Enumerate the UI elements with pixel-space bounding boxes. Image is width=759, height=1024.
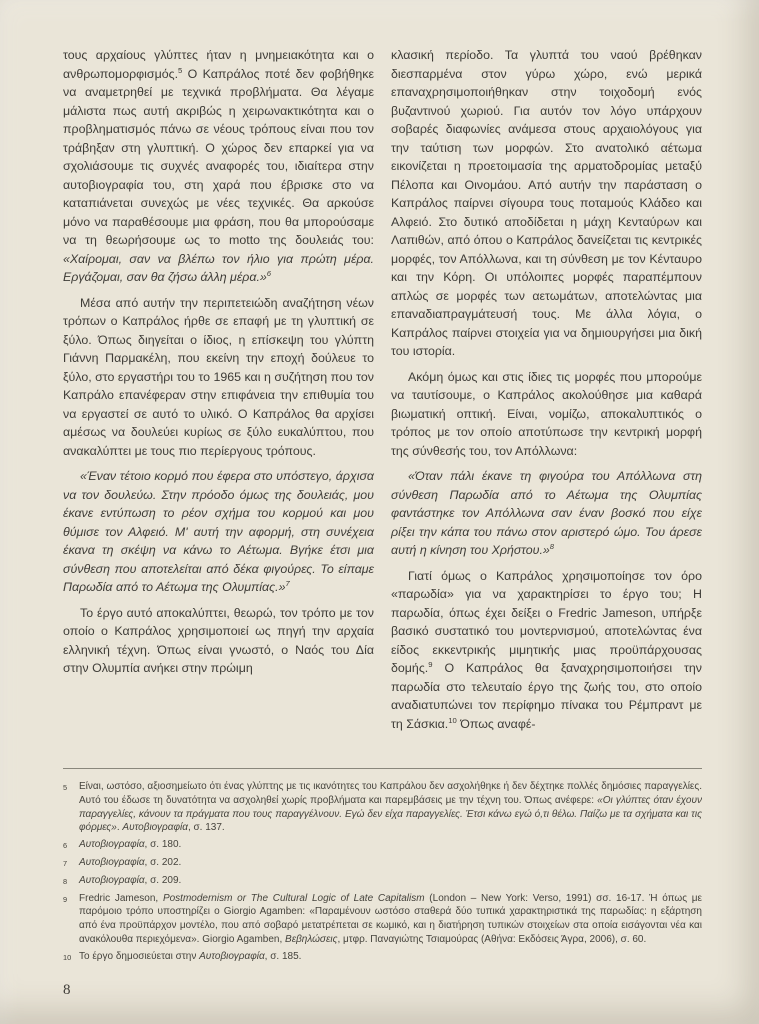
footnote-number: 8 (63, 876, 68, 886)
text-run: Είναι, ωστόσο, αξιοσημείωτο ότι ένας γλύπτης με τις ικανότητες του Καπράλου δεν ασχολήθηκε ή δεν δέχτηκε πολλές δημόσιες παραγγελίες. Αυτό του έδωσε τη δυνατότητα να ασχοληθεί χωρίς προβλήματα και παρεμβάσεις με την τέχνη του. Όπως ανέφερε: (79, 781, 702, 806)
paragraph (63, 294, 374, 461)
footnote-item (63, 874, 702, 889)
page-number: 8 (63, 982, 71, 998)
footnote-text (79, 838, 702, 853)
right-column (391, 46, 702, 758)
text-run: , σ. 209. (144, 874, 182, 886)
footnote-text (79, 892, 702, 947)
footnote-text (79, 780, 702, 835)
text-run: κλασική περίοδο. Τα γλυπτά του ναού βρέθηκαν διεσπαρμένα στον γύρω χώρο, ενώ μερικά επαναχρησιμοποιήθηκαν στην τοιχοδομή ενός βυζαντινού χωριού. Για αυτόν τον λόγο υπάρχουν σοβαρές διαφωνίες ανάμεσα στους αρχαιολόγους για την ταύτιση των μορφών. Στο ανατολικό αέτωμα εικονίζεται η προετοιμασία της αρματοδρομίας μεταξύ Πέλοπα και Οινομάου. Από αυτήν την παράσταση ο Καπράλος παίρνει σίγουρα τους ποταμούς Κλάδεο και Αλφειό. Στο δυτικό αποδίδεται η μάχη Κενταύρων και Λαπιθών, από όπου ο Καπράλος δανείζεται τις κεντρικές μορφές, τον Απόλλωνα, και τη σύνθεση με τον Κένταυρο και την Κόρη. Οι υπόλοιπες μορφές παραπέμπουν απλώς σε μορφές των αετωμάτων, αποτελώντας μια επαναδιαπραγμάτευσή τους. Με άλλα λόγια, ο Καπράλος παίρνει στοιχεία για να δημιουργήσει μια δική του ιστορία. (391, 48, 702, 358)
text-run: . (116, 822, 123, 834)
text-run: «Όταν πάλι έκανε τη φιγούρα του Απόλλωνα στη σύνθεση Παρωδία από το Αέτωμα της Ολυμπίας φαντάστηκε τον Απόλλωνα σαν έναν βοσκό που είχε ρίξει την κάπα του πάνω στον αριστερό ώμο. Του άρεσε αυτή η κίνηση του Χρήστου.» (391, 469, 702, 557)
footnote-reference: 8 (549, 541, 555, 551)
footnote-reference: 7 (285, 578, 290, 588)
paragraph (63, 467, 374, 597)
text-run: «Οι γλύπτες όταν έχουν παραγγελίες, κάνουν τα πράγματα που τους παραγγέλνουν. Εγώ δεν είχα παραγγελίες. Έτσι κάνω εγώ ό,τι θέλω. Παίζω με τα σχήματα και τις φόρμες» (79, 794, 702, 834)
text-run: , σ. 180. (144, 839, 182, 851)
footnote-reference: 9 (428, 659, 433, 669)
text-run: «Έναν τέτοιο κορμό που έφερα στο υπόστεγο, άρχισα να τον δουλεύω. Στην πρόοδο όμως της δουλειάς, μου έκανε εντύπωση το ρέον σχήμα του κορμού και μου θύμισε τον Αλφειό. Μ' αυτή την αφορμή, στη συνέχεια έκανα τη σκέψη να κάνω το Αέτωμα. Βγήκε έτσι μια σύνθεση που αποτελείται από δέκα φιγούρες. Το είπαμε Παρωδία από το Αέτωμα της Ολυμπίας.» (63, 469, 374, 594)
footnote-number: 5 (63, 783, 68, 792)
footnote-separator (63, 768, 702, 769)
text-run: «Χαίρομαι, σαν να βλέπω τον ήλιο για πρώτη μέρα. Εργάζομαι, σαν θα ζήσω άλλη μέρα.» (63, 251, 374, 284)
text-run: τους αρχαίους γλύπτες ήταν η μνημειακότητα και ο ανθρωπομορφισμός. (63, 48, 374, 81)
footnote-reference: 6 (266, 268, 272, 278)
text-run: Όπως αναφέ- (456, 716, 536, 731)
footnote-item (63, 838, 702, 853)
paragraph (391, 46, 702, 361)
footnote-number: 9 (63, 894, 68, 904)
paragraph (391, 467, 702, 560)
text-run: Αυτοβιογραφία (79, 856, 145, 868)
footnote-number: 6 (63, 841, 68, 851)
text-run: , σ. 185. (264, 950, 302, 962)
footnote-number: 10 (63, 952, 72, 962)
footnote-text (79, 856, 702, 871)
left-column (63, 46, 374, 758)
paragraph (391, 368, 702, 461)
text-run: Ακόμη όμως και στις ίδιες τις μορφές που μπορούμε να ταυτίσουμε, ο Καπράλος ακολούθησε μια καθαρά βιωματική οπτική. Είναι, νομίζω, αποκαλυπτικός ο τρόπος με τον οποίο αποτύπωσε την κεντρική μορφή της σύνθεσής του, τον Απόλλωνα: (391, 369, 702, 458)
body-text (63, 46, 702, 758)
text-run: Μέσα από αυτήν την περιπετειώδη αναζήτηση νέων τρόπων ο Καπράλος ήρθε σε επαφή με τη γλυπτική σε ξύλο. Όπως διηγείται ο ίδιος, η επίσκεψη του γλύπτη Γιάννη Παρμακέλη, που εκείνη την εποχή δούλευε το ξύλο, στο εργαστήρι του το 1965 και η συζήτηση που τον Καπράλο επανέφεραν στην επιφάνεια την επιθυμία του να εργαστεί σε αυτό το υλικό. Ο Καπράλος θα αρχίσει αμέσως να δουλεύει κυρίως σε ξύλο ευκαλύπτου, που ανακαλύπτει με τους πιο περίεργους τρόπους. (63, 295, 374, 458)
footnote-reference: 10 (448, 715, 457, 725)
footnote-number: 7 (63, 858, 68, 868)
text-run: Fredric Jameson, (79, 892, 163, 904)
footnote-item (63, 950, 702, 965)
text-run: Ο Καπράλος ποτέ δεν φοβήθηκε να αναμετρηθεί με τεχνικά προβλήματα. Θα λέγαμε μάλιστα πως αυτή ακριβώς η χειρωνακτικότητα και ο προβληματισμός πάνω σε νέους τρόπους είναι που τον τράβηξαν στη γλυπτική. Ο χώρος δεν επαρκεί για να σχολιάσουμε τις συχνές αναφορές του, ιδιαίτερα στην αυτοβιογραφία του, στη χαρά που έβρισκε στο να καταπιάνεται συνεχώς με νέες τεχνικές. Θα αρκούσε μόνο να παραθέσουμε μια φράση, που θα μπορούσαμε να τη θεωρήσουμε ως το motto της δουλειάς του: (63, 66, 374, 247)
text-run: Ο Καπράλος θα ξαναχρησιμοποιήσει την παρωδία στο τελευταίο έργο της ζωής του, στο οποίο αναδιατυπώνει τον περίφημο πίνακα του Ρέμπραντ με τη Σάσκια. (391, 661, 702, 731)
paragraph (63, 604, 374, 678)
text-run: Αυτοβιογραφία (79, 874, 145, 886)
text-run: Βεβηλώσεις (285, 933, 338, 945)
text-run: Το έργο αυτό αποκαλύπτει, θεωρώ, τον τρόπο με τον οποίο ο Καπράλος χρησιμοποιεί ως πηγή την αρχαία ελληνική τέχνη. Όπως είναι γνωστό, ο Ναός του Δία στην Ολυμπία ανήκει στην πρώιμη (63, 605, 374, 675)
text-run: Το έργο δημοσιεύεται στην (79, 950, 200, 962)
paragraph (391, 567, 702, 734)
footnote-item (63, 856, 702, 871)
paragraph (63, 46, 374, 287)
text-run: Αυτοβιογραφία (122, 822, 188, 834)
text-run: , σ. 202. (144, 856, 182, 868)
text-run: , μτφρ. Παναγιώτης Τσιαμούρας (Αθήνα: Εκδόσεις Άγρα, 2006), σ. 60. (337, 933, 647, 945)
footnote-text (79, 950, 702, 965)
text-run: , σ. 137. (187, 822, 225, 834)
text-run: (London – New York: Verso, 1991) σσ. 16-17. Ή όπως με παρόμοιο τρόπο υποστηρίζει ο Giorgio Agamben: «Παραμένουν ωστόσο σταθερά δύο τυπικά χαρακτηριστικά της παρωδίας: η εξάρτηση από ένα προϋπάρχον μοντέλο, που από σοβαρό μετατρέπεται σε κωμικό, και η διατήρηση τυπικών στοιχείων στα οποία εισάγονται νέα και ανακόλουθα περιεχόμενα». Giorgio Agamben, (79, 892, 702, 945)
footnote-reference: 5 (178, 65, 183, 75)
text-run: Αυτοβιογραφία (199, 950, 265, 962)
text-run: Postmodernism or The Cultural Logic of Late Capitalism (162, 892, 425, 904)
text-run: Αυτοβιογραφία (79, 839, 145, 851)
footnote-item (63, 780, 702, 835)
footnotes-list (63, 780, 702, 965)
footnote-text (79, 874, 702, 889)
text-run: Γιατί όμως ο Καπράλος χρησιμοποίησε τον όρο «παρωδία» για να χαρακτηρίσει το έργο του; Η παρωδία, όπως έχει δείξει ο Fredric Jameson, υπήρξε βασικό συστατικό του μοντερνισμού, αποτελώντας ένα είδος εκκεντρικής μιμητικής μιας προϋπάρχουσας δομής. (391, 568, 702, 675)
footnote-item (63, 892, 702, 947)
